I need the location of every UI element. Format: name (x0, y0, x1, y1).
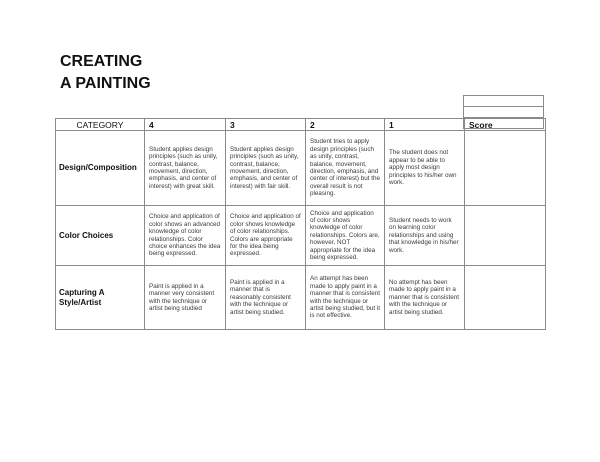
name-box-cell[interactable] (464, 107, 544, 118)
header-level-3: 3 (226, 119, 306, 131)
level-4-cell: Student applies design principles (such as unity, contrast, balance, movement, direction, emphasis, and center of interest) with great skill. (145, 131, 226, 206)
category-cell: Color Choices (56, 206, 145, 266)
header-level-1: 1 (385, 119, 465, 131)
category-cell: Design/Composition (56, 131, 145, 206)
level-2-cell: An attempt has been made to apply paint in a manner that is consistent with the technique or artist being studied, but it is not effective. (306, 266, 385, 330)
level-2-cell: Choice and application of color shows knowledge of color relationships. Colors are, however, NOT appropriate for the idea being expressed. (306, 206, 385, 266)
level-4-cell: Choice and application of color shows an advanced knowledge of color relationships. Color choice enhances the idea being expressed. (145, 206, 226, 266)
level-1-cell: Student needs to work on learning color relationships and using that knowledge in his/her work. (385, 206, 465, 266)
category-cell: Capturing A Style/Artist (56, 266, 145, 330)
header-level-2: 2 (306, 119, 385, 131)
level-4-cell: Paint is applied in a manner very consistent with the technique or artist being studied (145, 266, 226, 330)
name-box-row (464, 96, 544, 107)
level-1-cell: The student does not appear to be able to apply most design principles to his/her own work. (385, 131, 465, 206)
title-line-2: A PAINTING (60, 75, 151, 92)
header-category: CATEGORY (56, 119, 145, 131)
level-3-cell: Paint is applied in a manner that is reasonably consistent with the technique or artist being studied. (226, 266, 306, 330)
name-box-row (464, 107, 544, 118)
level-2-cell: Student tries to apply design principles (such as unity, contrast, balance, movement, direction, emphasis, and center of interest) but the overall result is not pleasing. (306, 131, 385, 206)
level-3-cell: Choice and application of color shows knowledge of color relationships. Colors are appropriate for the idea being expressed. (226, 206, 306, 266)
table-row (56, 206, 546, 266)
table-row (56, 266, 546, 330)
header-score: Score (465, 119, 546, 131)
score-cell[interactable] (465, 266, 546, 330)
score-cell[interactable] (465, 206, 546, 266)
rubric-table (55, 118, 546, 330)
score-cell[interactable] (465, 131, 546, 206)
header-level-4: 4 (145, 119, 226, 131)
level-3-cell: Student applies design principles (such as unity, contrast, balance, movement, direction, emphasis, and center of interest) with fair skill. (226, 131, 306, 206)
title-line-1: CREATING (60, 53, 143, 70)
table-row (56, 131, 546, 206)
header-row (56, 119, 546, 131)
name-box-cell[interactable] (464, 96, 544, 107)
document-title (60, 51, 151, 95)
level-1-cell: No attempt has been made to apply paint in a manner that is consistent with the technique or artist being studied. (385, 266, 465, 330)
